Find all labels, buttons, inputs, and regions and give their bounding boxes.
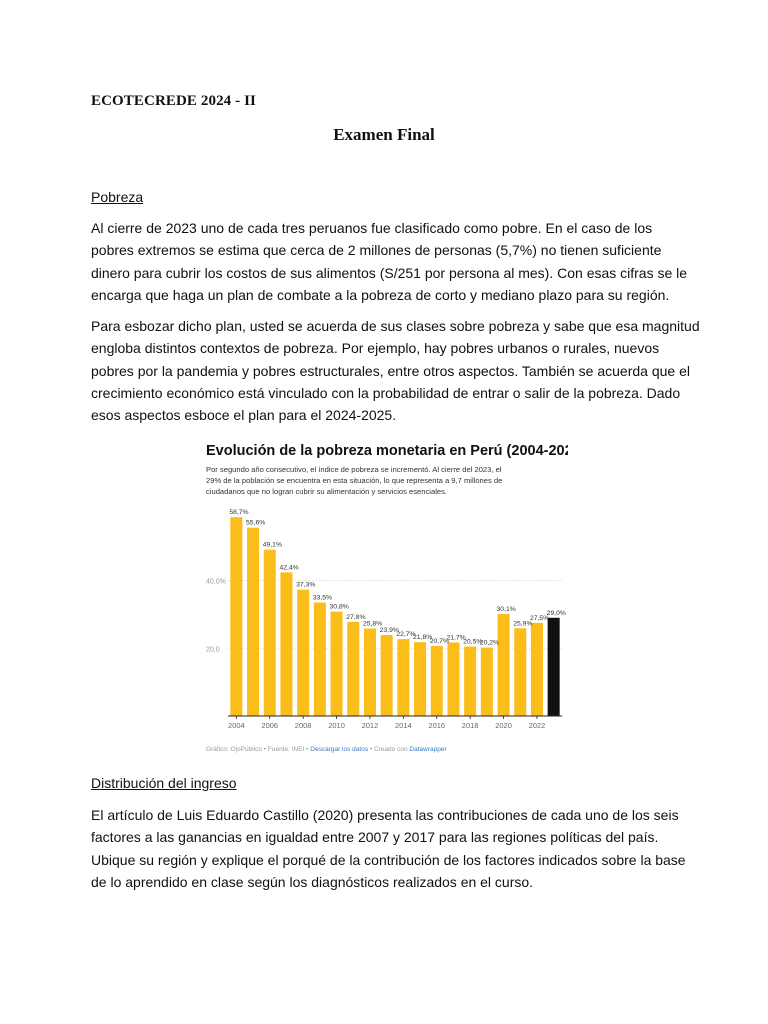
data-label: 20,2% [479,639,500,647]
text-line: El artículo de Luis Eduardo Castillo (2020) presenta las contribuciones de cada uno de los seis [91,807,679,823]
text-line: Al cierre de 2023 uno de cada tres peruanos fue clasificado como pobre. En el caso de los [91,220,653,236]
data-label: 37,3% [296,581,316,589]
text-line: esos aspectos esboce el plan para el 2024-2025. [91,407,397,424]
data-label: 42,4% [279,564,299,572]
data-label: 22,7% [396,631,416,639]
chart-title: Evolución de la pobreza monetaria en Perú (2004-2023) [206,443,568,459]
x-tick-label: 2018 [461,721,479,730]
x-tick-label: 2010 [328,721,345,730]
data-label: 25,8% [362,620,383,628]
chart-footer [206,746,447,753]
text-line: Para esbozar dicho plan, usted se acuerda de sus clases sobre pobreza y sabe que esa magnitud [91,318,700,334]
chart-data-labels [229,509,566,646]
bar-2019 [481,648,493,716]
bar-2005 [247,528,259,716]
bar-2018 [464,647,476,716]
data-label: 27,8% [346,613,366,621]
text-line: pobres por la pandemia y pobres estructurales, entre otros aspectos. También se acuerda que el [91,362,690,379]
x-tick-label: 2008 [294,721,312,730]
x-tick-label: 2014 [395,721,412,730]
bar-2021 [514,628,526,716]
bar-2007 [280,572,292,716]
text-line: encarga que haga un plan de combate a la pobreza de corto y mediano plazo para su región. [91,286,670,303]
data-label: 20,7% [429,637,450,645]
data-label: 49,1% [262,541,283,549]
download-data-link[interactable]: Descargar los datos [310,746,369,753]
exam-title: Examen Final [333,125,435,144]
data-label: 25,9% [513,620,533,628]
text-line: engloba distintos contextos de pobreza. Por ejemplo, hay pobres urbanos o rurales, nuevos [91,340,660,357]
chart-x-axis [228,716,562,730]
chart-footer-source: Gráfico: OjoPúblico • Fuente: INEI • [206,746,311,753]
chart-subtitle-line: 29% de la población se encuentra en esta situación, lo que representa a 9,7 millones de [206,476,503,485]
section-heading-distribucion: Distribución del ingreso [91,775,237,791]
data-label: 30,1% [496,606,516,614]
bar-2009 [314,603,326,716]
data-label: 23,9% [379,627,399,635]
bar-2023 [548,618,560,716]
bar-2013 [381,635,393,716]
data-label: 33,5% [312,594,333,602]
bar-2010 [331,612,343,716]
chart-subtitle-line: ciudadanos que no logran cubrir su alimentación y servicios esenciales. [206,487,448,496]
paragraph-pobreza-2 [91,315,700,426]
bar-2016 [431,646,443,716]
paragraph-pobreza-1 [91,217,691,306]
data-label: 20,5% [463,638,483,646]
text-line: factores a las ganancias en igualdad entre 2007 y 2017 para las regiones políticas del país. [91,829,659,846]
paragraph-distribucion [91,804,691,893]
data-label: 30,8% [329,603,349,611]
data-label: 21,7% [446,634,466,642]
bar-2006 [264,550,276,716]
text-line: pobres extremos se estima que cerca de 2 millones de personas (5,7%) no tienen suficiente [91,242,662,259]
section-heading-pobreza: Pobreza [91,189,144,205]
data-label: 58,7% [229,509,249,517]
text-line: Ubique su región y explique el porqué de la contribución de los factores indicados sobre la base [91,851,686,868]
y-tick-label: 20,0 [206,646,220,654]
bar-2014 [397,639,409,716]
x-tick-label: 2012 [361,721,379,730]
data-label: 21,8% [413,634,433,642]
bar-2008 [297,590,309,716]
bar-2017 [447,643,459,717]
datawrapper-link[interactable]: Datawrapper [409,746,447,753]
bar-2022 [531,623,543,716]
bar-2012 [364,629,376,716]
x-tick-label: 2020 [495,721,512,730]
bar-2004 [230,517,242,716]
data-label: 55,6% [246,519,266,527]
data-label: 29,0% [546,609,566,617]
text-line: dinero para cubrir los costos de sus alimentos (S/251 por persona al mes). Con esas cifras se le [91,264,688,281]
x-tick-label: 2022 [528,721,546,730]
poverty-chart-svg [198,436,568,758]
bar-2015 [414,642,426,716]
data-label: 27,5% [529,614,550,622]
chart-subtitle-line: Por segundo año consecutivo, el índice de pobreza se incrementó. Al cierre del 2023, el [206,465,502,474]
bar-2020 [498,614,510,716]
chart-footer-middle: • Creado con [368,746,410,753]
course-header: ECOTECREDE 2024 - II [91,93,256,109]
bar-2011 [347,622,359,716]
y-tick-label: 40,0% [206,578,226,586]
text-line: de lo aprendido en clase según los diagnósticos realizados en el curso. [91,873,534,890]
x-tick-label: 2016 [428,721,446,730]
x-tick-label: 2006 [261,721,279,730]
poverty-chart [198,436,568,758]
x-tick-label: 2004 [228,721,245,730]
text-line: crecimiento económico está vinculado con la probabilidad de entrar o salir de la pobreza. Dado [91,384,681,401]
